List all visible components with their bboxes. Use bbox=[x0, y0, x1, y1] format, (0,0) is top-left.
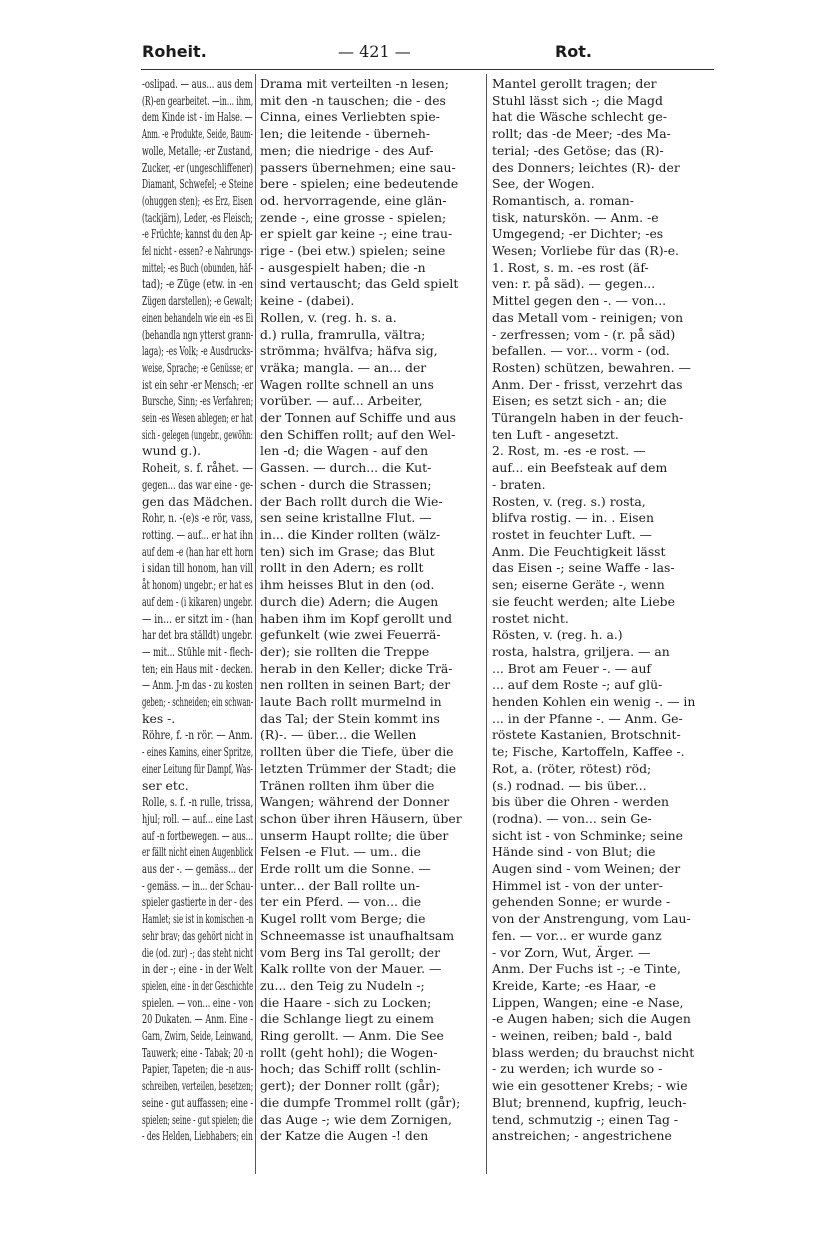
text-line: - des Helden, Liebhabers; ein bbox=[142, 1128, 253, 1144]
text-line: der); sie rollten die Treppe bbox=[260, 643, 430, 659]
text-line: rotting. — auf... er hat ihn bbox=[142, 526, 254, 542]
text-line: strömma; hvälfva; häfva sig, bbox=[260, 343, 438, 359]
text-line: Rosten) schützen, bewahren. — bbox=[492, 359, 691, 375]
text-line: Gassen. — durch... die Kut- bbox=[260, 460, 432, 476]
text-line: hjul; roll. — auf... eine Last bbox=[142, 810, 254, 826]
text-line: einen behandeln wie ein -es Ei bbox=[142, 309, 253, 325]
text-line: Zucker, -er (ungeschliffener) bbox=[142, 159, 253, 175]
text-line: Tränen rollten ihm über die bbox=[260, 777, 435, 793]
text-line: die (od. zur) -; das steht nicht bbox=[142, 944, 253, 960]
text-line: Hamlet; sie ist in komischen -n bbox=[142, 911, 253, 927]
text-line: Umgegend; -er Dichter; -es bbox=[492, 226, 664, 242]
text-line: keine - (dabei). bbox=[260, 293, 355, 309]
text-line: Rot, a. (röter, rötest) röd; bbox=[492, 760, 652, 776]
text-line: kes -. bbox=[142, 710, 176, 726]
text-line: er spielt gar keine -; eine trau- bbox=[260, 226, 453, 242]
text-line: fel nicht - essen? -e Nahrungs- bbox=[142, 243, 253, 259]
text-line: — in... er sitzt im - (han bbox=[142, 610, 253, 626]
text-line: auf dem -e (han har ett horn bbox=[142, 543, 254, 559]
text-line: tend, schmutzig -; einen Tag - bbox=[492, 1111, 679, 1127]
text-line: (ohuggen sten); -es Erz, Eisen bbox=[142, 192, 253, 208]
text-line: rostet in feuchter Luft. — bbox=[492, 526, 652, 542]
text-line: fen. — vor... er wurde ganz bbox=[492, 927, 662, 943]
text-line: sen; eiserne Geräte -, wenn bbox=[492, 577, 665, 593]
text-line: rollt; das -de Meer; -des Ma- bbox=[492, 126, 671, 142]
text-line: Roheit, s. f. råhet. — bbox=[142, 460, 253, 476]
text-line: laga); -es Volk; -e Ausdrucks- bbox=[142, 343, 253, 359]
text-line: vräka; mangla. — an... der bbox=[260, 359, 427, 375]
text-line: auf... ein Beefsteak auf dem bbox=[492, 460, 668, 476]
text-line: herab in den Keller; dicke Trä- bbox=[260, 660, 453, 676]
text-line: - weinen, reiben; bald -, bald bbox=[492, 1028, 673, 1044]
text-line: bere - spielen; eine bedeutende bbox=[260, 176, 459, 192]
text-line: — mit... Stühle mit - flech- bbox=[142, 643, 253, 659]
text-line: Rolle, s. f. -n rulle, trissa, bbox=[142, 794, 254, 810]
column-3 bbox=[492, 76, 712, 1145]
text-line: geben; - schneiden; ein schwan- bbox=[142, 694, 253, 710]
text-line: gegen... das war eine - ge- bbox=[142, 476, 253, 492]
text-line: gefunkelt (wie zwei Feuerrä- bbox=[260, 627, 441, 643]
text-line: Garn, Zwirn, Seide, Leinwand, bbox=[142, 1028, 253, 1044]
column-1 bbox=[142, 76, 253, 1145]
text-line: ten) sich im Grase; das Blut bbox=[260, 543, 435, 559]
text-line: 2. Rost, m. -es -e rost. — bbox=[492, 443, 646, 459]
text-line: mittel; -es Buch (obunden, häf- bbox=[142, 259, 253, 275]
text-line: rollten über die Tiefe, über die bbox=[260, 744, 454, 760]
text-line: weise, Sprache; -e Genüsse; er bbox=[142, 359, 253, 375]
text-line: ten; ein Haus mit - decken. bbox=[142, 660, 253, 676]
text-line: Romantisch, a. roman- bbox=[492, 192, 634, 208]
text-line: mit den -n tauschen; die - des bbox=[260, 92, 446, 108]
header-left-catchword: Roheit. bbox=[142, 42, 207, 61]
text-line: Diamant, Schwefel; -e Steine bbox=[142, 176, 254, 192]
text-line: gen das Mädchen. bbox=[142, 493, 253, 509]
text-line: nen rollten in seinen Bart; der bbox=[260, 677, 451, 693]
text-line: Himmel ist - von der unter- bbox=[492, 877, 663, 893]
text-line: das Eisen -; seine Waffe - las- bbox=[492, 560, 675, 576]
text-line: Türangeln haben in der feuch- bbox=[492, 410, 684, 426]
text-line: auf -n fortbewegen. — aus... bbox=[142, 827, 253, 843]
text-line: dem Kinde ist - im Halse. — bbox=[142, 109, 253, 125]
text-line: (R)-en gearbeitet. —in... ihm, bbox=[142, 92, 254, 108]
text-line: durch die) Adern; die Augen bbox=[260, 593, 439, 609]
text-line: das Metall vom - reinigen; von bbox=[492, 309, 684, 325]
text-line: spielen, eine - in der Geschichte bbox=[142, 977, 254, 993]
text-line: Rosten, v. (reg. s.) rosta, bbox=[492, 493, 646, 509]
text-line: (s.) rodnad. — bis über... bbox=[492, 777, 647, 793]
text-line: ten Luft - angesetzt. bbox=[492, 426, 619, 442]
page-header bbox=[0, 42, 816, 66]
text-line: Stuhl lässt sich -; die Magd bbox=[492, 92, 663, 108]
text-line: sich - gelegen (ungebr., gewöhn: bbox=[142, 426, 253, 442]
text-line: spielen. — von... eine - von bbox=[142, 994, 254, 1010]
text-line: hoch; das Schiff rollt (schlin- bbox=[260, 1061, 441, 1077]
text-line: - zu werden; ich wurde so - bbox=[492, 1061, 663, 1077]
text-line: Papier, Tapeten; die -n aus- bbox=[142, 1061, 254, 1077]
text-line: befallen. — vor... vorm - (od. bbox=[492, 343, 670, 359]
text-line: anstreichen; - angestrichene bbox=[492, 1128, 672, 1144]
text-line: passers übernehmen; eine sau- bbox=[260, 159, 456, 175]
text-line: tisk, naturskön. — Anm. -e bbox=[492, 209, 659, 225]
text-line: den Schiffen rollt; auf den Wel- bbox=[260, 426, 456, 442]
text-line: Anm. Der - frisst, verzehrt das bbox=[492, 376, 683, 392]
text-line: spielen; seine - gut spielen; die bbox=[142, 1111, 253, 1127]
text-line: der Bach rollt durch die Wie- bbox=[260, 493, 443, 509]
text-line: das Tal; der Stein kommt ins bbox=[260, 710, 440, 726]
text-line: 20 Dukaten. — Anm. Eine - bbox=[142, 1011, 254, 1027]
text-line: ser etc. bbox=[142, 777, 189, 793]
text-line: Bursche, Sinn; -es Verfahren; bbox=[142, 393, 253, 409]
text-line: Drama mit verteilten -n lesen; bbox=[260, 76, 449, 91]
text-line: Rösten, v. (reg. h. a.) bbox=[492, 627, 623, 643]
header-rule bbox=[141, 69, 714, 70]
text-line: ist ein sehr -er Mensch; -er bbox=[142, 376, 254, 392]
text-line: Kreide, Karte; -es Haar, -e bbox=[492, 977, 656, 993]
text-line: blass werden; du brauchst nicht bbox=[492, 1044, 695, 1060]
text-line: Wesen; Vorliebe für das (R)-e. bbox=[492, 243, 679, 259]
text-line: Erde rollt um die Sonne. — bbox=[260, 861, 431, 877]
text-line: Blut; brennend, kupfrig, leuch- bbox=[492, 1094, 687, 1110]
text-line: rollt in den Adern; es rollt bbox=[260, 560, 424, 576]
text-line: die Haare - sich zu Locken; bbox=[260, 994, 432, 1010]
text-line: rostet nicht. bbox=[492, 610, 569, 626]
column-divider-1 bbox=[255, 74, 256, 1174]
text-line: das Auge -; wie dem Zornigen, bbox=[260, 1111, 452, 1127]
header-right-catchword: Rot. bbox=[554, 42, 592, 61]
text-line: der Tonnen auf Schiffe und aus bbox=[260, 410, 456, 426]
text-line: Mittel gegen den -. — von... bbox=[492, 293, 667, 309]
text-line: - ausgespielt haben; die -n bbox=[260, 259, 426, 275]
text-line: einer Leitung für Dampf, Was- bbox=[142, 760, 253, 776]
text-line: te; Fische, Kartoffeln, Kaffee -. bbox=[492, 744, 685, 760]
text-line: schon über ihren Häusern, über bbox=[260, 810, 462, 826]
text-line: gehenden Sonne; er wurde - bbox=[492, 894, 671, 910]
text-line: Wangen; während der Donner bbox=[260, 794, 450, 810]
text-line: wund g.). bbox=[142, 443, 202, 459]
text-line: in der -; eine - in der Welt bbox=[142, 961, 253, 977]
text-line: sen seine kristallne Flut. — bbox=[260, 510, 432, 526]
text-line: len -d; die Wagen - auf den bbox=[260, 443, 429, 459]
text-line: -e Früchte; kannst du den Ap- bbox=[142, 226, 253, 242]
text-line: blifva rostig. — in. . Eisen bbox=[492, 510, 654, 526]
text-line: Lippen, Wangen; eine -e Nase, bbox=[492, 994, 684, 1010]
text-line: wolle, Metalle; -er Zustand, bbox=[142, 142, 253, 158]
text-line: ven: r. på säd). — gegen... bbox=[492, 276, 656, 292]
text-line: bis über die Ohren - werden bbox=[492, 794, 670, 810]
text-line: Rollen, v. (reg. h. s. a. bbox=[260, 309, 397, 325]
text-line: sie feucht werden; alte Liebe bbox=[492, 593, 675, 609]
text-line: Hände sind - von Blut; die bbox=[492, 844, 656, 860]
text-line: — Anm. J-m das - zu kosten bbox=[142, 677, 253, 693]
text-line: - zerfressen; vom - (r. på säd) bbox=[492, 326, 676, 342]
text-line: zu... den Teig zu Nudeln -; bbox=[260, 977, 425, 993]
text-line: Cinna, eines Verliebten spie- bbox=[260, 109, 440, 125]
text-line: schreiben, verteilen, besetzen; bbox=[142, 1078, 253, 1094]
text-line: Mantel gerollt tragen; der bbox=[492, 76, 657, 91]
text-line: (tackjärn), Leder, -es Fleisch; bbox=[142, 209, 253, 225]
text-line: unserm Haupt rollte; die über bbox=[260, 827, 449, 843]
text-line: vorüber. — auf... Arbeiter, bbox=[260, 393, 423, 409]
text-line: spieler gastierte in der - des bbox=[142, 894, 253, 910]
text-line: in... die Kinder rollten (wälz- bbox=[260, 526, 441, 542]
text-line: vom Berg ins Tal gerollt; der bbox=[260, 944, 441, 960]
page-number: — 421 — bbox=[338, 42, 411, 61]
text-line: (rodna). — von... sein Ge- bbox=[492, 810, 652, 826]
text-line: Eisen; es setzt sich - an; die bbox=[492, 393, 667, 409]
text-line: unter... der Ball rollte un- bbox=[260, 877, 420, 893]
text-line: Zügen darstellen); -e Gewalt; bbox=[142, 293, 253, 309]
text-line: aus der -. — gemäss... der bbox=[142, 861, 254, 877]
text-line: Röhre, f. -n rör. — Anm. bbox=[142, 727, 253, 743]
text-line: len; die leitende - überneh- bbox=[260, 126, 431, 142]
text-line: Kalk rollte von der Mauer. — bbox=[260, 961, 442, 977]
text-line: - eines Kamins, einer Spritze, bbox=[142, 744, 253, 760]
text-line: hat die Wäsche schlecht ge- bbox=[492, 109, 667, 125]
column-divider-2 bbox=[486, 74, 487, 1174]
text-line: ter ein Pferd. — von... die bbox=[260, 894, 422, 910]
text-line: gert); der Donner rollt (går); bbox=[260, 1078, 441, 1094]
text-line: auf dem - (i kikaren) ungebr. bbox=[142, 593, 253, 609]
text-line: wie ein gesottener Krebs; - wie bbox=[492, 1078, 688, 1094]
text-line: Schneemasse ist unaufhaltsam bbox=[260, 927, 455, 943]
text-line: -e Augen haben; sich die Augen bbox=[492, 1011, 691, 1027]
text-line: Anm. Die Feuchtigkeit lässt bbox=[492, 543, 666, 559]
text-line: sicht ist - von Schminke; seine bbox=[492, 827, 683, 843]
text-line: (behandla ngn ytterst grann- bbox=[142, 326, 253, 342]
text-line: Kugel rollt vom Berge; die bbox=[260, 911, 426, 927]
text-line: sind vertauscht; das Geld spielt bbox=[260, 276, 459, 292]
text-line: d.) rulla, framrulla, vältra; bbox=[260, 326, 426, 342]
text-line: (R)-. — über... die Wellen bbox=[260, 727, 417, 743]
text-line: sehr brav; das gehört nicht in bbox=[142, 927, 253, 943]
text-line: i sidan till honom, han vill bbox=[142, 560, 253, 576]
text-line: des Donners; leichtes (R)- der bbox=[492, 159, 680, 175]
text-line: er fällt nicht einen Augenblick bbox=[142, 844, 253, 860]
text-line: Anm. Der Fuchs ist -; -e Tinte, bbox=[492, 961, 681, 977]
text-line: haben ihm im Kopf gerollt und bbox=[260, 610, 453, 626]
text-line: von der Anstrengung, vom Lau- bbox=[492, 911, 691, 927]
text-line: - braten. bbox=[492, 476, 546, 492]
text-line: seine - gut auffassen; eine - bbox=[142, 1094, 253, 1110]
text-line: der Katze die Augen -! den bbox=[260, 1128, 429, 1144]
text-line: - gemäss. — in... der Schau- bbox=[142, 877, 253, 893]
text-line: ... Brot am Feuer -. — auf bbox=[492, 660, 652, 676]
text-line: ihm heisses Blut in den (od. bbox=[260, 577, 435, 593]
text-line: men; die niedrige - des Auf- bbox=[260, 142, 434, 158]
text-line: terial; -des Getöse; das (R)- bbox=[492, 142, 664, 158]
text-line: - vor Zorn, Wut, Ärger. — bbox=[492, 944, 651, 960]
text-line: See, der Wogen. bbox=[492, 176, 595, 192]
text-line: die Schlange liegt zu einem bbox=[260, 1011, 435, 1027]
text-line: -oslipad. — aus... aus dem bbox=[142, 76, 253, 91]
text-line: letzten Trümmer der Stadt; die bbox=[260, 760, 457, 776]
text-line: Wagen rollte schnell an uns bbox=[260, 376, 434, 392]
text-line: ... auf dem Roste -; auf glü- bbox=[492, 677, 663, 693]
text-line: Ring gerollt. — Anm. Die See bbox=[260, 1028, 444, 1044]
text-line: laute Bach rollt murmelnd in bbox=[260, 694, 442, 710]
text-line: schen - durch die Strassen; bbox=[260, 476, 432, 492]
text-line: od. hervorragende, eine glän- bbox=[260, 192, 447, 208]
text-line: har det bra ställdt) ungebr. bbox=[142, 627, 253, 643]
text-line: Rohr, n. -(e)s -e rör, vass, bbox=[142, 510, 253, 526]
text-line: 1. Rost, s. m. -es rost (äf- bbox=[492, 259, 649, 275]
text-line: henden Kohlen ein wenig -. — in bbox=[492, 694, 696, 710]
text-line: Felsen -e Flut. — um.. die bbox=[260, 844, 421, 860]
text-line: Anm. -e Produkte, Seide, Baum- bbox=[142, 126, 253, 142]
text-line: röstete Kastanien, Brotschnit- bbox=[492, 727, 681, 743]
text-line: Augen sind - vom Weinen; der bbox=[492, 861, 681, 877]
text-line: rosta, halstra, griljera. — an bbox=[492, 643, 670, 659]
text-line: rollt (geht hohl); die Wogen- bbox=[260, 1044, 438, 1060]
text-line: ... in der Pfanne -. — Anm. Ge- bbox=[492, 710, 683, 726]
text-line: tad); -e Züge (etw. in -en bbox=[142, 276, 254, 292]
text-line: die dumpfe Trommel rollt (går); bbox=[260, 1094, 461, 1110]
text-line: åt honom) ungebr.; er hat es bbox=[142, 577, 253, 593]
text-line: rige - (bei etw.) spielen; seine bbox=[260, 243, 446, 259]
text-line: sein -es Wesen ablegen; er hat bbox=[142, 410, 253, 426]
text-line: Tauwerk; eine - Tabak; 20 -n bbox=[142, 1044, 254, 1060]
text-line: zende -, eine grosse - spielen; bbox=[260, 209, 447, 225]
column-2 bbox=[260, 76, 481, 1145]
